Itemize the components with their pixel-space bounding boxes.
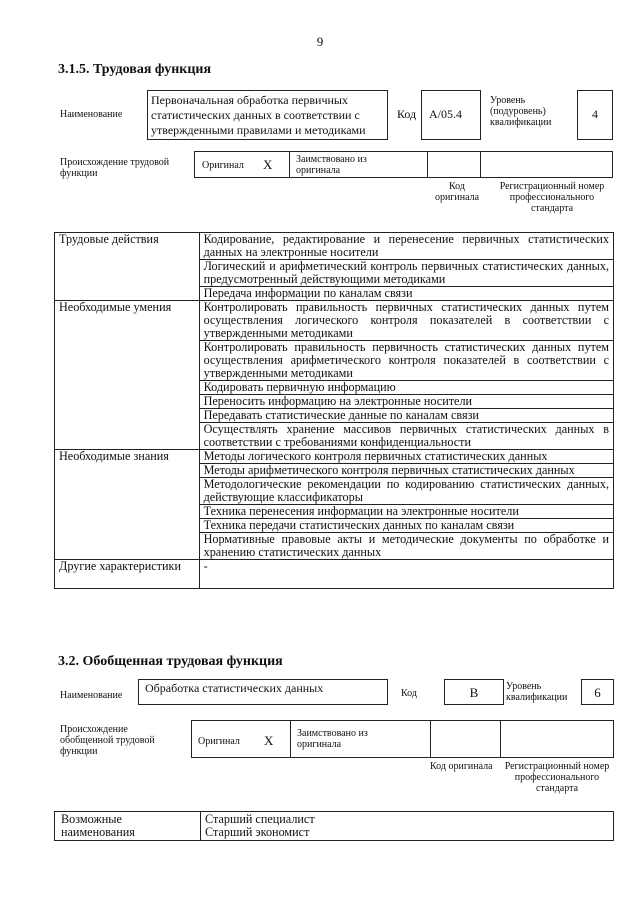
code-label-315: Код xyxy=(397,107,417,121)
function-details-table xyxy=(54,232,614,589)
position-item: Старший экономист xyxy=(205,825,310,839)
table-cell: Передача информации по каналам связи xyxy=(199,287,613,301)
row-label-skills: Необходимые умения xyxy=(55,301,200,450)
name-value-32: Обработка статистических данных xyxy=(145,681,324,695)
table-cell: Логический и арифметический контроль первичных статистических данных, предусмотренный действующими методиками xyxy=(199,260,613,287)
level-value-32: 6 xyxy=(594,685,601,700)
origin-label-32: Происхождение обобщенной трудовой функции xyxy=(60,724,155,757)
table-cell: Кодирование, редактирование и перенесение первичных статистических данных на электронные носители xyxy=(199,233,613,260)
row-label-other: Другие характеристики xyxy=(55,560,200,589)
origin-box-315 xyxy=(194,151,613,178)
level-label-32: Уровень квалификации xyxy=(506,681,568,703)
table-cell: Контролировать правильность первичных статистических данных путем осуществления логического контроля показателей в соответствии с утвержденными методиками xyxy=(199,301,613,341)
reg-number-caption-315: Регистрационный номер профессионального стандарта xyxy=(499,181,605,214)
table-cell: Техника перенесения информации на электронные носители xyxy=(199,505,613,519)
table-cell: Кодировать первичную информацию xyxy=(199,381,613,395)
page-number: 9 xyxy=(316,34,324,49)
table-cell: Методы логического контроля первичных статистических данных xyxy=(199,450,613,464)
table-cell: Передавать статистические данные по каналам связи xyxy=(199,409,613,423)
table-cell: Нормативные правовые акты и методические документы по обработке и хранению статистических данных xyxy=(199,533,613,560)
name-label-315: Наименование xyxy=(60,109,123,120)
borrowed-label-32: Заимствовано из оригинала xyxy=(297,728,368,750)
code-value-32: B xyxy=(469,685,479,700)
code-box-315 xyxy=(421,90,481,140)
name-box-32 xyxy=(138,679,388,705)
name-box-315 xyxy=(147,90,388,140)
level-value-315: 4 xyxy=(592,107,598,121)
code-original-caption-32: Код оригинала xyxy=(430,761,493,772)
section-heading-315: 3.1.5. Трудовая функция xyxy=(58,62,212,77)
table-row xyxy=(55,233,614,260)
table-row xyxy=(55,560,614,589)
table-cell: Контролировать правильность первичность статистических данных путем осуществления арифметического контроля показателей в соответствии с утвержденными методиками xyxy=(199,341,613,381)
original-mark-315: X xyxy=(263,157,273,172)
table-row xyxy=(55,450,614,464)
table-cell: Методологические рекомендации по кодированию статистических данных, действующие классификаторы xyxy=(199,478,613,505)
name-value-315: Первоначальная обработка первичных статистических данных в соответствии с утвержденными правилами и методиками xyxy=(151,93,366,137)
row-label-knowledge: Необходимые знания xyxy=(55,450,200,560)
table-cell: Техника передачи статистических данных по каналам связи xyxy=(199,519,613,533)
section-heading-32: 3.2. Обобщенная трудовая функция xyxy=(58,654,283,669)
code-value-315: A/05.4 xyxy=(429,107,462,121)
table-row xyxy=(55,301,614,341)
original-label-315: Оригинал xyxy=(202,160,244,171)
possible-positions-table xyxy=(54,811,614,841)
reg-number-caption-32: Регистрационный номер профессионального стандарта xyxy=(504,761,610,794)
level-box-32 xyxy=(581,679,614,705)
table-cell: Методы арифметического контроля первичных статистических данных xyxy=(199,464,613,478)
table-cell: Переносить информацию на электронные носители xyxy=(199,395,613,409)
borrowed-label-315: Заимствовано из оригинала xyxy=(296,154,367,176)
table-cell: - xyxy=(199,560,613,589)
table-cell: Осуществлять хранение массивов первичных статистических данных в соответствии с требованиями конфиденциальности xyxy=(199,423,613,450)
origin-box-32 xyxy=(191,720,614,758)
code-label-32: Код xyxy=(401,688,417,699)
level-box-315 xyxy=(577,90,613,140)
row-label-actions: Трудовые действия xyxy=(55,233,200,301)
table-row xyxy=(55,812,614,841)
positions-cell xyxy=(201,812,614,841)
code-original-caption-315: Код оригинала xyxy=(434,181,480,203)
original-mark-32: X xyxy=(264,733,274,748)
code-box-32 xyxy=(444,679,504,705)
original-label-32: Оригинал xyxy=(198,736,240,747)
name-label-32: Наименование xyxy=(60,690,123,701)
position-item: Старший специалист xyxy=(205,812,315,826)
positions-label: Возможные наименования xyxy=(55,812,201,841)
origin-label-315: Происхождение трудовой функции xyxy=(60,157,170,179)
level-label-315: Уровень (подуровень) квалификации xyxy=(490,95,552,128)
